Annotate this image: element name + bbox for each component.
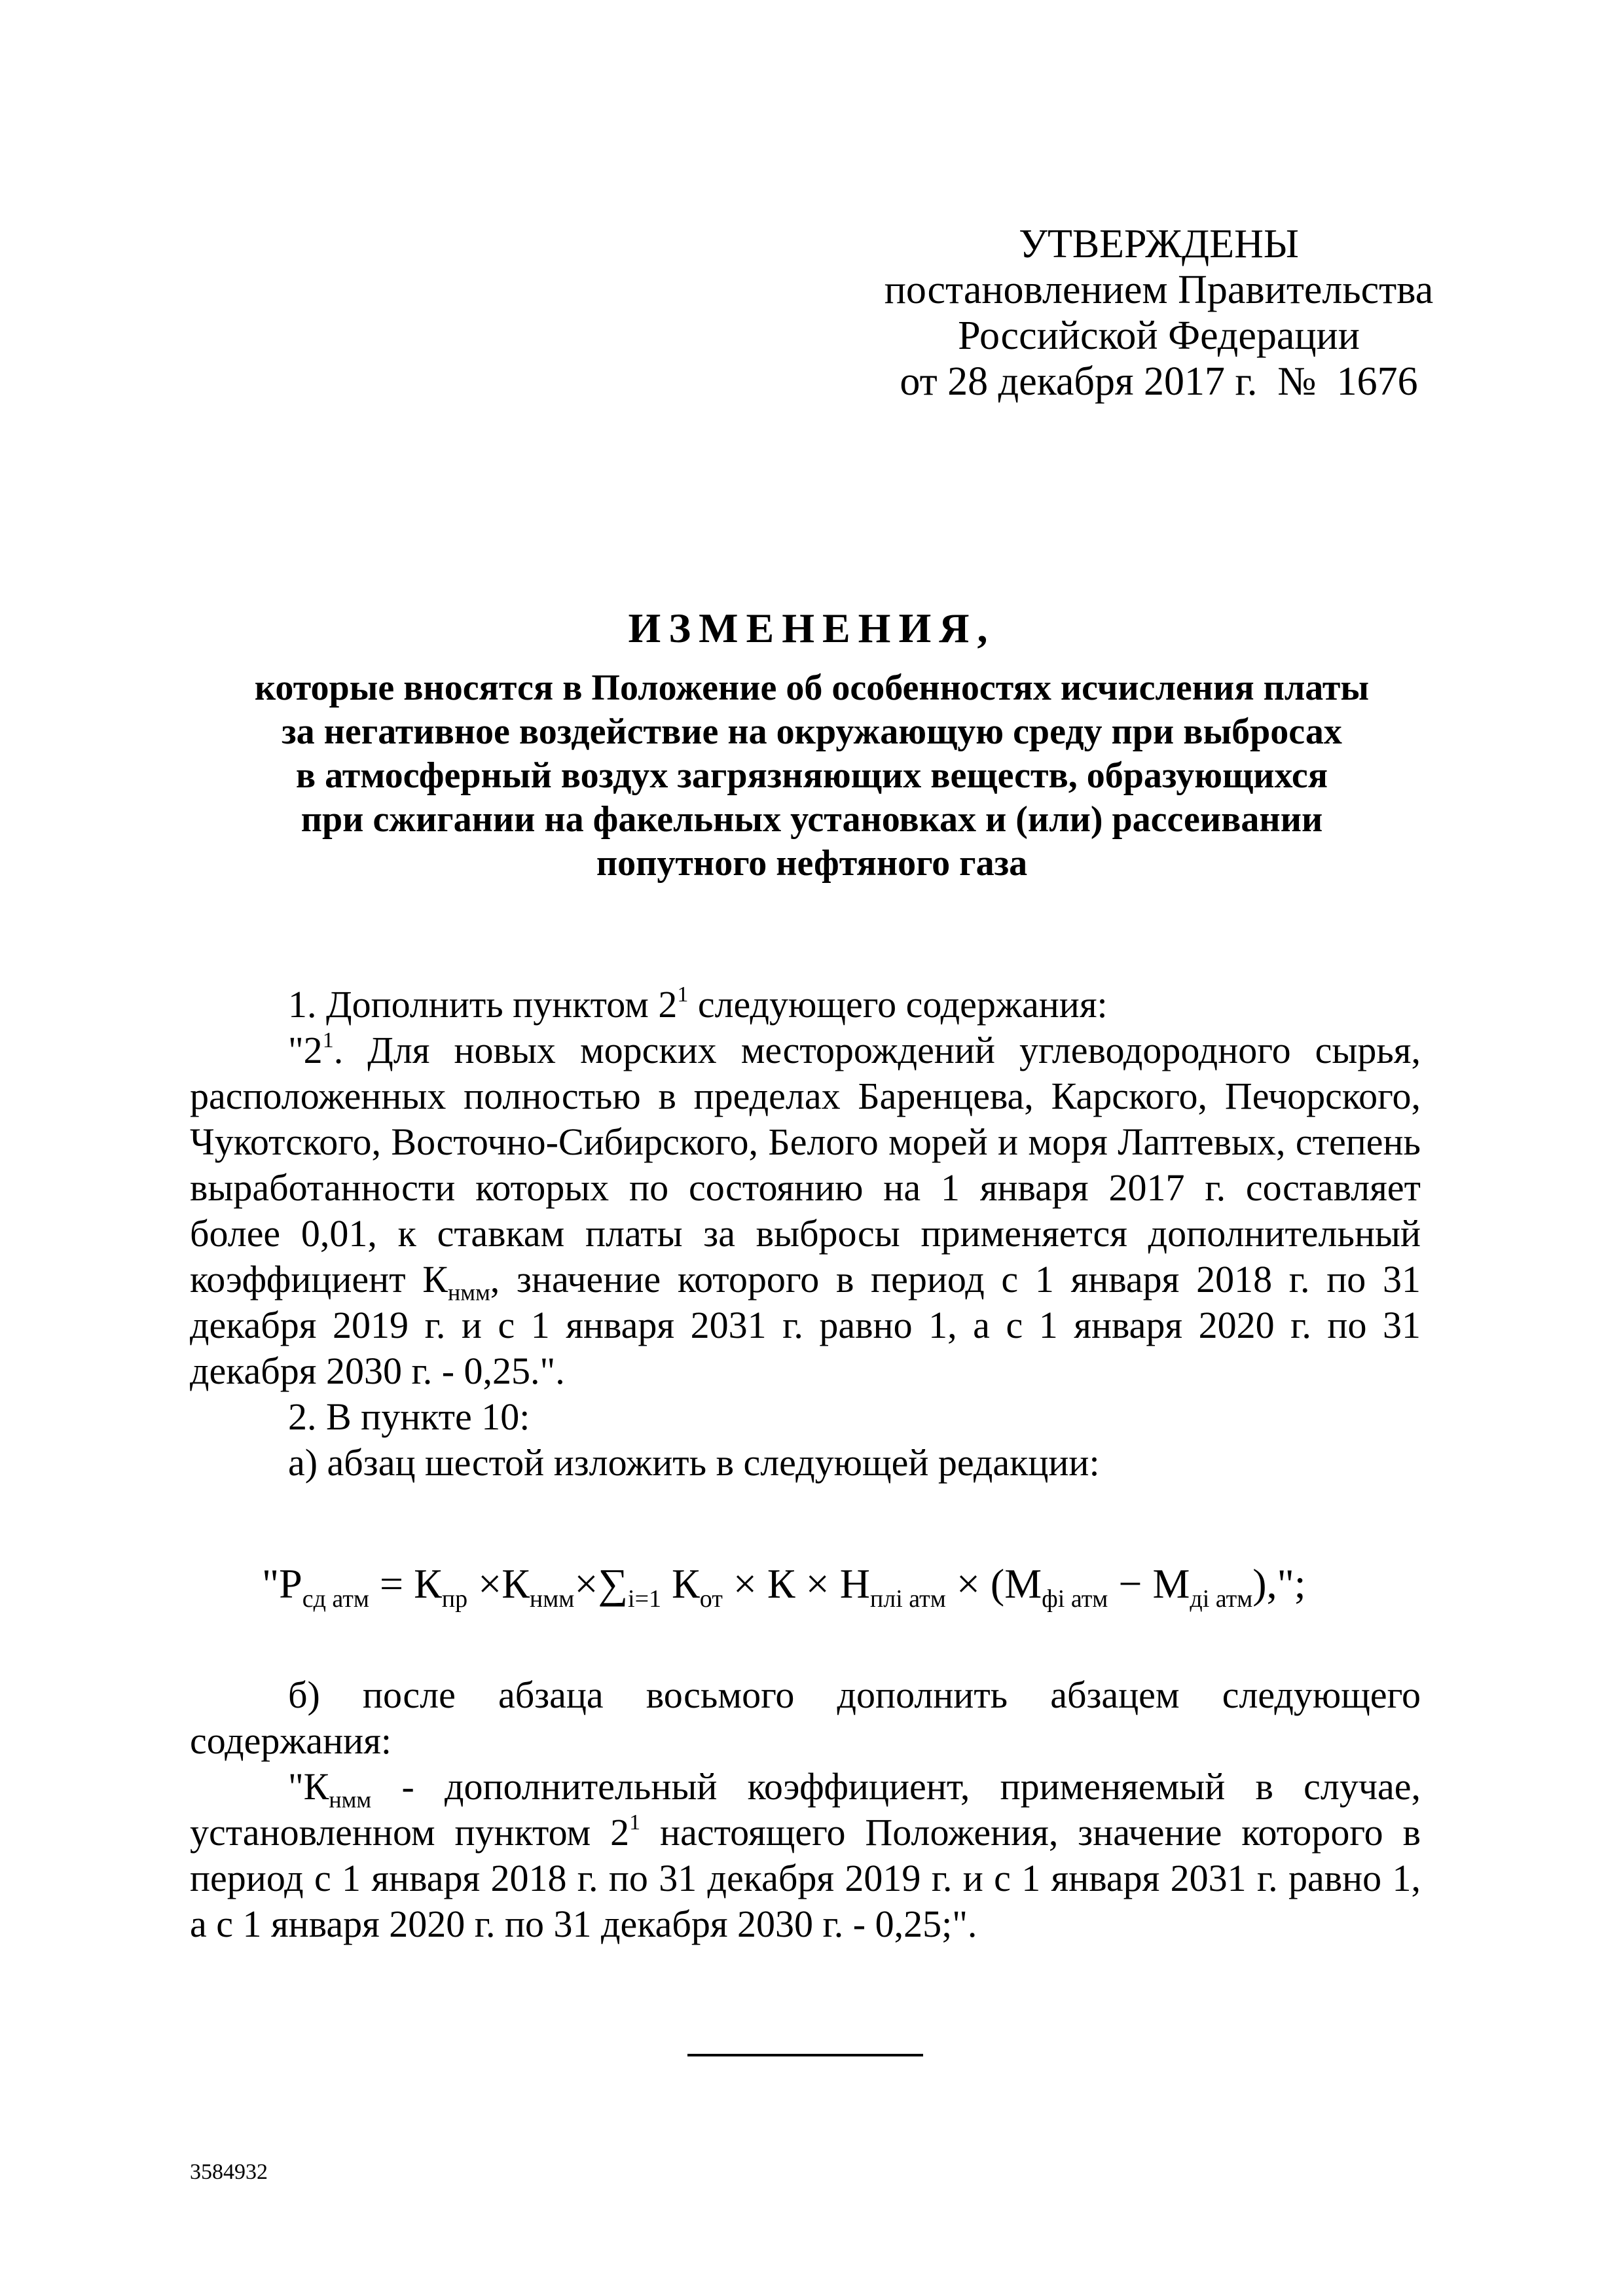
approval-line-3: от 28 декабря 2017 г. № 1676 (900, 359, 1418, 404)
heading-subtitle-line: в атмосферный воздух загрязняющих веществ, образующихся (295, 755, 1328, 796)
item-2-intro: 2. В пункте 10: (288, 1395, 530, 1438)
formula-subscript: i=1 (628, 1585, 662, 1613)
item-2b-block (190, 1672, 1421, 1947)
superscript: 1 (677, 982, 689, 1007)
approval-line-1: постановлением Правительства (884, 268, 1434, 312)
item-2b-text-start: "К (288, 1765, 329, 1808)
item-1-intro-text-end: следующего содержания: (688, 983, 1108, 1026)
approval-line-2: Российской Федерации (958, 314, 1360, 358)
heading-subtitle-line: при сжигании на факельных установках и (или) рассеивании (301, 799, 1323, 840)
formula-part: × К × Н (722, 1560, 870, 1607)
formula-part: К (661, 1560, 700, 1607)
formula-subscript: нмм (529, 1585, 575, 1613)
heading-title: ИЗМЕНЕНИЯ, (628, 605, 996, 651)
formula-part: "Р (262, 1560, 302, 1607)
item-2b-text-end: настоящего Положения, значение которого в период с 1 января 2018 г. по 31 декабря 2019 г. и с 1 января 2031 г. равно 1, а с 1 января 2020 г. по 31 декабря 2030 г. - 0,25;". (190, 1811, 1421, 1945)
item-1-text (190, 1028, 1421, 1394)
item-1-intro-text: 1. Дополнить пунктом 2 (288, 983, 678, 1026)
approval-title: УТВЕРЖДЕНЫ (1019, 222, 1299, 266)
document-number: 3584932 (190, 2160, 268, 2184)
formula (262, 1558, 1306, 1613)
formula-subscript: фi атм (1042, 1585, 1108, 1613)
item-2b-intro: б) после абзаца восьмого дополнить абзацем следующего содержания: (190, 1674, 1421, 1762)
formula-subscript: от (699, 1585, 723, 1613)
formula-subscript: дi атм (1190, 1585, 1253, 1613)
formula-subscript: пр (441, 1585, 468, 1613)
formula-part: − М (1108, 1560, 1190, 1607)
item-2a: а) абзац шестой изложить в следующей редакции: (288, 1441, 1100, 1484)
end-separator-line (687, 2054, 923, 2056)
document-body (190, 982, 1421, 1486)
formula-part: ),"; (1252, 1560, 1306, 1607)
item-1-intro (190, 982, 1421, 1028)
heading-subtitle-line: за негативное воздействие на окружающую среду при выбросах (282, 711, 1342, 752)
formula-sum-sign: ×∑ (574, 1560, 629, 1607)
item-2b-text-body: - дополнительный коэффициент, применяемый в случае, установленном пунктом 2 (190, 1765, 1421, 1854)
approval-block (871, 221, 1447, 404)
formula-subscript: сд атм (302, 1585, 369, 1613)
item-1-text-body: . Для новых морских месторождений углеводородного сырья, расположенных полностью в пределах Баренцева, Карского, Печорского, Чукотского, Восточно-Сибирского, Белого морей и моря Лаптевых, степень выработанности которых по состоянию на 1 января 2017 г. составляет более 0,01, к ставкам платы за выбросы применяется дополнительный коэффициент К (190, 1029, 1421, 1300)
heading-subtitle-line: попутного нефтяного газа (596, 843, 1028, 884)
formula-subscript: плi атм (869, 1585, 946, 1613)
superscript: 1 (629, 1810, 641, 1835)
item-2b-text (190, 1764, 1421, 1947)
superscript: 1 (322, 1028, 334, 1052)
item-1-text-end: , значение которого в период с 1 января 2018 г. по 31 декабря 2019 г. и с 1 января 2031 г. равно 1, а с 1 января 2020 г. по 31 декабря 2030 г. - 0,25.". (190, 1258, 1421, 1392)
document-heading (190, 602, 1434, 886)
heading-subtitle-line: которые вносятся в Положение об особенностях исчисления платы (254, 668, 1370, 708)
item-1-text-start: "2 (288, 1029, 323, 1071)
subscript: нмм (329, 1786, 372, 1813)
subscript: нмм (447, 1279, 490, 1306)
formula-part: × (М (945, 1560, 1042, 1607)
formula-part: = К (369, 1560, 442, 1607)
formula-part: ×К (467, 1560, 530, 1607)
